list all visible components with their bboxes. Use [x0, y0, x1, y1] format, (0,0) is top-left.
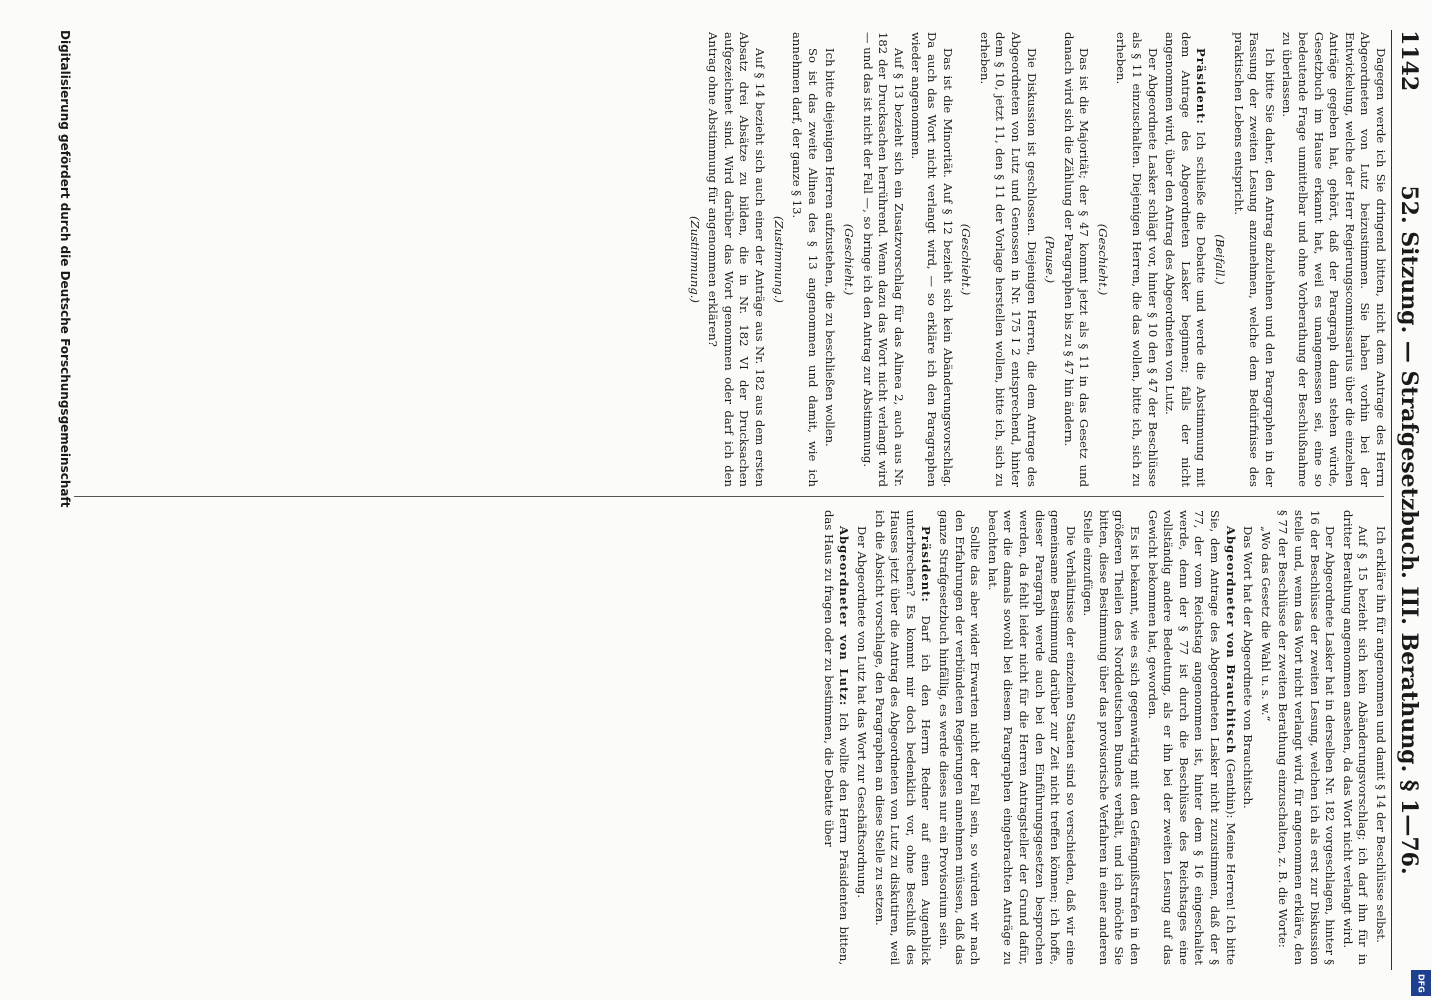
- paragraph: [1113, 32, 1160, 487]
- paragraph-text: „Wo das Gesetz die Wahl u. s. w.“: [1258, 526, 1273, 722]
- paragraph: [1257, 510, 1273, 965]
- paragraph: [1339, 510, 1370, 965]
- paragraph-text: (Beifall.): [1213, 234, 1228, 285]
- speaker-name: Abgeordneter von Brauchitsch: [1223, 526, 1238, 755]
- paragraph: [853, 510, 869, 965]
- paragraph: [976, 32, 1038, 487]
- paragraph-text: Ich bitte diejenigen Herren aufzustehen, die zu beschließen wollen.: [823, 48, 838, 447]
- paragraph-text: (Geschieht.): [959, 223, 974, 296]
- stage-direction: [1094, 32, 1110, 487]
- paragraph: [1162, 32, 1209, 487]
- paragraph-text: Die Diskussion ist geschlossen. Diejenigen Herren, die dem Antrage des Abgeordneten von Lutz und Genossen in Nr. 175 I 2 entsprechend, hinter dem § 10, jetzt 11, den § 11 der Vorlage herstellen wollen, bitte ich, sich zu erheben.: [977, 32, 1039, 487]
- paragraph-text: Das ist die Majorität; der § 47 kommt jetzt als § 11 in das Gesetz und danach wird sich die Zählung der Paragraphen bis zu § 47 hin ändern.: [1061, 32, 1092, 487]
- paragraph: [1080, 510, 1142, 965]
- paragraph: [1279, 32, 1388, 487]
- stage-direction: [1042, 32, 1058, 487]
- paragraph: [871, 510, 933, 965]
- page-header: [1391, 30, 1426, 970]
- paragraph-text: Das Wort hat der Abgeordnete von Brauchitsch.: [1241, 526, 1256, 809]
- paragraph: [822, 32, 838, 487]
- paragraph-text: (Geschieht.): [1095, 223, 1110, 296]
- paragraph-text: Der Abgeordnete Lasker hat in derselben Nr. 182 vorgeschlagen, hinter § 16 der Beschlüsse der zweiten Lesung, welchen ich als erst zur Diskussion stelle und, wenn das Wort nicht verlangt wird, für angenommen erkläre, den § 77 der Beschlüsse der zweiten Berathung einzuschalten, z. B. die Worte:: [1276, 510, 1338, 965]
- paragraph-text: Das ist die Minorität. Auf § 12 bezieht sich kein Abänderungsvorschlag. Da auch das Wort nicht verlangt wird, — so erkläre ich den Paragraphen wieder angenommen.: [909, 32, 955, 487]
- paragraph-text: Die Verhältnisse der einzelnen Staaten sind so verschieden, daß wir eine gemeinsame Bestimmung darüber zur Zeit nicht treffen können; ich hoffe, dieser Paragraph werde auch bei den Einführungsgesetzen besprochen werden, da fehlt leider nicht für die Herren Antragsteller der Grund dafür, wer die damals sowohl bei diesem Paragraphen eingebrachten Anträge zu beachten hat.: [985, 510, 1078, 965]
- stage-direction: [770, 32, 786, 487]
- paragraph-text: Ich bitte Sie daher, den Antrag abzulehnen und den Paragraphen in der Fassung der zweiten Lesung anzunehmen, welche dem Bedürfnisse des praktischen Lebens entspricht.: [1231, 32, 1277, 487]
- paragraph-text: So ist das zweite Alinea des § 13 angenommen und damit, wie ich annehmen darf, der ganze § 13.: [790, 32, 820, 487]
- paragraph: [859, 32, 906, 487]
- paragraph: [1060, 32, 1091, 487]
- paragraph-text: (Genthin): Meine Herren! Ich bitte Sie, dem Antrage des Abgeordneten Lasker nicht zuzustimmen, daß der § 77, der vom Reichstag angenommen ist, hinter dem § 16 eingeschaltet werde, denn der § 77 ist durch die Beschlüsse des Reichstages eine vollständig andere Bedeutung, als er ihn bei der zweiten Lesung auf das Gewicht bekommen hat, geworden.: [1145, 510, 1238, 965]
- paragraph-text: Sollte das aber wider Erwarten nicht der Fall sein, so würden wir nach den Erfahrungen der verbündeten Regierungen annehmen müssen, daß das ganze Strafgesetzbuch hinfällig, es werde dieses nur ein Provisorium sein.: [936, 510, 983, 965]
- paragraph-text: (Zustimmung.): [771, 216, 786, 303]
- paragraph-text: Auf § 13 bezieht sich ein Zusatzvorschlag für das Alinea 2, auch aus Nr. 182 der Drucksachen herrührend. Wenn dazu das Wort nicht verlangt wird — und das ist nicht der Fall —, so bringe ich den Antrag zur Abstimmung.: [860, 32, 906, 487]
- speaker-name: Abgeordneter von Lutz:: [837, 526, 852, 707]
- paragraph: [1144, 510, 1238, 965]
- speaker-name: Präsident:: [1194, 48, 1209, 125]
- stage-direction: [686, 32, 702, 487]
- paragraph-text: Der Abgeordnete von Lutz hat das Wort zur Geschäftsordnung.: [855, 526, 869, 899]
- paragraph-text: Ich schließe die Debatte und werde die Abstimmung mit dem Antrage des Abgeordneten Lasker beginnen; falls der nicht angenommen wird, über den Antrag des Abgeordneten von Lutz.: [1163, 32, 1209, 487]
- paragraph: [1240, 510, 1256, 965]
- paragraph-text: (Zustimmung.): [687, 216, 702, 303]
- page-title: 52. Sitzung. — Strafgesetzbuch. III. Berathung. § 1—76.: [1396, 185, 1422, 875]
- stage-direction: [840, 32, 856, 487]
- left-column: [58, 32, 1388, 487]
- dfg-logo-icon: DFG: [1411, 970, 1431, 996]
- paragraph: [705, 32, 767, 487]
- column-divider: [74, 496, 1384, 497]
- paragraph: [1230, 32, 1277, 487]
- paragraph: [935, 510, 982, 965]
- right-column: [58, 510, 1388, 965]
- paragraph: [1372, 510, 1388, 965]
- speaker-name: Präsident:: [919, 526, 934, 603]
- paragraph-text: Ich wollte den Herrn Präsidenten bitten, das Haus zu fragen oder zu bestimmen, die Debatte über: [821, 510, 852, 965]
- paragraph: [908, 32, 955, 487]
- page-number: 1142: [1396, 30, 1422, 92]
- paragraph: [1275, 510, 1337, 965]
- paragraph: [984, 510, 1078, 965]
- paragraph-text: Darf ich den Herrn Redner auf einen Augenblick unterbrechen? Es kommt mir doch bedenklich vor, ohne Beschluß des Hauses jetzt über die Antrag des Abgeordneten von Lutz zu diskutiren, weil ich die Absicht vorschlage, den Paragraphen an diese Stelle zu setzen.: [872, 510, 934, 965]
- paragraph: [820, 510, 851, 965]
- paragraph-text: Auf § 14 bezieht sich auch einer der Anträge aus Nr. 182 aus dem ersten Absatz drei Absätze zu bilden, die in Nr. 182 VI der Drucksachen aufgezeichnet sind. Wird darüber das Wort genommen oder darf ich den Antrag ohne Abstimmung für angenommen erklären?: [706, 32, 768, 487]
- stage-direction: [1211, 32, 1227, 487]
- paragraph-text: Der Abgeordnete Lasker schlägt vor, hinter § 10 den § 47 der Beschlüsse als § 11 einzuschalten. Diejenigen Herren, die das wollen, bitte ich, sich zu erheben.: [1114, 32, 1160, 487]
- footer-credit: [50, 0, 80, 1000]
- paragraph-text: (Geschieht.): [842, 223, 856, 296]
- paragraph: [789, 32, 820, 487]
- paragraph-text: Auf § 15 bezieht sich kein Abänderungsvorschlag; ich darf ihn für in dritter Berathung angenommen ansehen, da das Wort nicht verlangt wird.: [1340, 510, 1371, 965]
- paragraph-text: (Pause.): [1043, 235, 1058, 284]
- paragraph-text: Ich erkläre ihn für angenommen und damit § 14 der Beschlüsse selbst.: [1374, 526, 1388, 943]
- paragraph-text: Es ist bekannt, wie es sich gegenwärtig mit den Gefängnißstrafen in den größeren Theilen des Norddeutschen Bundes verhält, und ich möchte Sie bitten, diese Bestimmung über das provisorische Verfahren in einer anderen Stelle einzufügen.: [1081, 510, 1143, 965]
- paragraph-text: Dagegen werde ich Sie dringend bitten, nicht dem Antrage des Herrn Abgeordneten von Lutz beizustimmen. Sie haben vorhin bei der Entwickelung, welche der Herr Regierungscommissarius über die einzelnen Anträge gegeben hat, gehört, daß der Paragraph dann stehen würde, Gesetzbuch im Hause erkannt hat, weil es unangemessen sei, eine so bedeutende Frage unmittelbar und ohne Vorberathung der Beschlußnahme zu überlassen.: [1280, 32, 1388, 487]
- stage-direction: [958, 32, 974, 487]
- footer-text: Digitalisierung gefördert durch die Deutsche Forschungsgemeinschaft: [58, 30, 72, 508]
